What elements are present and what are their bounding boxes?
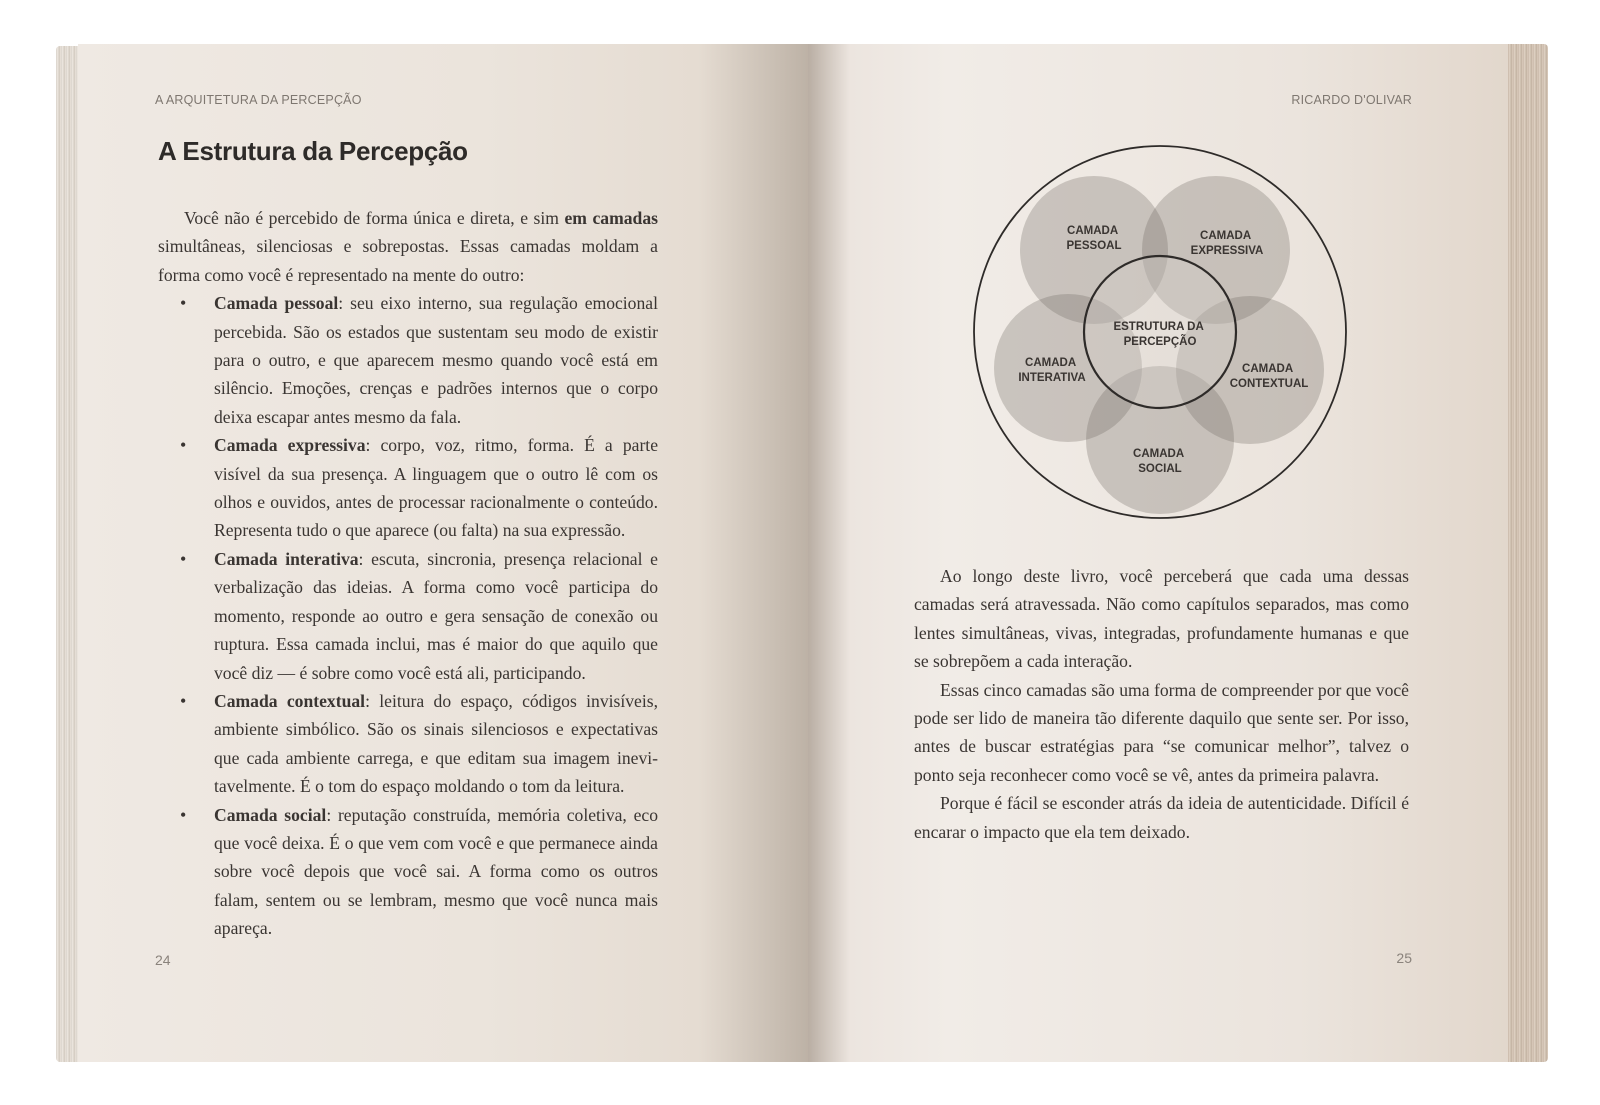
diagram-label-pessoal: CAMADA PESSOAL (1066, 225, 1122, 252)
left-page (78, 44, 808, 1062)
list-item: • Camada pessoal: seu eixo interno, sua regulação emocional percebida. São os estados que sustentam seu modo de existir para o outro, e que aparecem mesmo quando você está em silêncio. Emoções, crenças e padrões internos que o corpo deixa escapar antes mesmo da fala. (158, 289, 658, 431)
list-item: • Camada interativa: escuta, sincronia, presença relacional e verbalização das ideias. A forma como você participa do momento, responde ao outro e gera sensação de conexão ou ruptura. Essa camada inclui, mas é maior do que aquilo que você diz — é sobre como você está ali, participando. (158, 545, 658, 687)
running-head-left: A ARQUITETURA DA PERCEPÇÃO (155, 93, 362, 107)
layers-diagram (964, 134, 1364, 534)
list-item: • Camada social: reputação construída, memória coletiva, eco que você deixa. É o que vem com você e que permanece ainda sobre você depois que você sai. A forma como os outros falam, sentem ou se lembram, mesmo que você nunca mais apareça. (158, 801, 658, 943)
running-head-right: RICARDO D'OLIVAR (1291, 93, 1412, 107)
page-edges-right (1508, 44, 1548, 1062)
diagram-label-interativa: CAMADA INTERATIVA (1018, 357, 1086, 384)
layers-list (158, 289, 658, 942)
left-body-text (158, 204, 658, 943)
paragraph: Ao longo deste livro, você perceberá que cada uma dessas camadas será atravessada. Não como capítulos separados, mas como lentes simultâneas, vivas, integradas, profundamente humanas e que se sobrepõem a cada interação. (914, 566, 1409, 672)
list-item: • Camada contextual: leitura do espaço, códigos invisíveis, ambiente simbólico. São os sinais silenciosos e expectativas que cada ambiente carrega, e que editam sua imagem inevitavelmente. É o tom do espaço moldando o tom da leitura. (158, 687, 658, 801)
list-item: • Camada expressiva: corpo, voz, ritmo, forma. É a parte visível da sua presença. A linguagem que o outro lê com os olhos e ouvidos, antes de processar racionalmente o conteúdo. Representa tudo o que aparece (ou falta) na sua expressão. (158, 431, 658, 545)
chapter-title: A Estrutura da Percepção (158, 136, 468, 166)
diagram-label-social: CAMADA SOCIAL (1133, 448, 1184, 475)
diagram-label-expressiva: CAMADA EXPRESSIVA (1190, 230, 1264, 257)
intro-paragraph: Você não é percebido de forma única e direta, e sim em camadas simultâneas, silenciosas e sobrepostas. Essas camadas moldam a forma como você é representado na mente do outro: (158, 208, 658, 285)
paragraph: Porque é fácil se esconder atrás da ideia de autenticidade. Difícil é encarar o impacto que ela tem deixado. (914, 793, 1409, 842)
diagram-label-contextual: CAMADA CONTEXTUAL (1229, 363, 1309, 390)
page-number-left: 24 (155, 952, 171, 968)
page-number-right: 25 (1396, 950, 1412, 966)
right-page (808, 44, 1508, 1062)
right-body-text (914, 562, 1409, 846)
paragraph: Essas cinco camadas são uma forma de compreender por que você pode ser lido de maneira tão diferente daquilo que sente ser. Por isso, antes de buscar estratégias para “se comunicar melhor”, talvez o ponto seja reconhecer como você se vê, antes da primeira palavra. (914, 679, 1409, 785)
diagram-label-center: ESTRUTURA DA PERCEPÇÃO (1113, 321, 1204, 348)
